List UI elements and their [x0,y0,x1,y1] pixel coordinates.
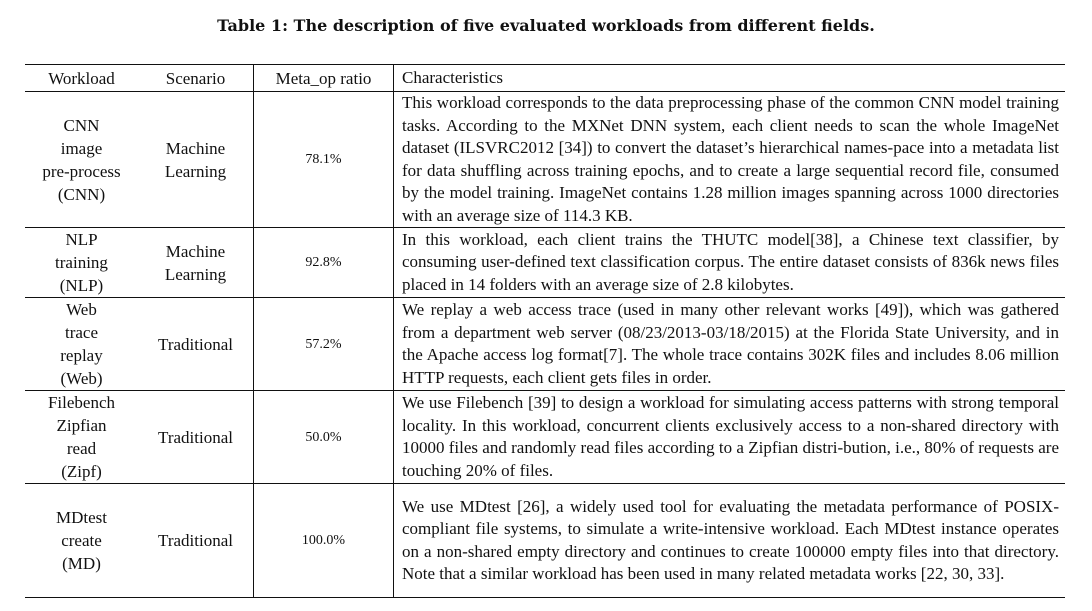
characteristics-cell: We replay a web access trace (used in many other relevant works [49]), which was gathered from a department web server (08/23/2013-03/18/2015) at the Florida State University, and in the Apache access log format[7]. The whole trace contains 302K files and includes 8.06 million HTTP requests, each client gets files in order. [394,298,1066,391]
characteristics-cell: We use MDtest [26], a widely used tool for evaluating the metadata performance of POSIX-compliant file systems, to simulate a write-intensive workload. Each MDtest instance operates on a non-shared empty directory and continues to create 100000 empty files into that directory. Note that a similar workload has been used in many related metadata works [22, 30, 33]. [394,484,1066,598]
table-row [25,92,1065,228]
table-row [25,391,1065,484]
ratio-cell: 50.0% [254,391,394,484]
workload-cell: Filebench Zipfian read (Zipf) [25,391,138,484]
table-row [25,228,1065,298]
ratio-cell: 92.8% [254,228,394,298]
table-row [25,484,1065,598]
workload-cell: NLP training (NLP) [25,228,138,298]
table-header-row [25,65,1065,92]
workload-cell: CNN image pre-process (CNN) [25,92,138,228]
scenario-cell: Machine Learning [138,228,254,298]
scenario-cell: Traditional [138,484,254,598]
table-row [25,298,1065,391]
ratio-cell: 57.2% [254,298,394,391]
header-scenario: Scenario [138,65,254,92]
ratio-cell: 100.0% [254,484,394,598]
workload-table [25,64,1065,598]
workload-cell: MDtest create (MD) [25,484,138,598]
ratio-cell: 78.1% [254,92,394,228]
characteristics-cell: We use Filebench [39] to design a workload for simulating access patterns with strong temporal locality. In this workload, concurrent clients exclusively access to a non-shared directory with 10000 files and randomly read files according to a Zipfian distri-bution, i.e., 80% of requests are touching 20% of files. [394,391,1066,484]
scenario-cell: Traditional [138,298,254,391]
header-meta-op-ratio: Meta_op ratio [254,65,394,92]
characteristics-cell: In this workload, each client trains the THUTC model[38], a Chinese text classifier, by consuming user-defined text classification corpus. The entire dataset consists of 836k news files placed in 14 folders with an average size of 2.8 kilobytes. [394,228,1066,298]
header-characteristics: Characteristics [394,65,1066,92]
scenario-cell: Machine Learning [138,92,254,228]
header-workload: Workload [25,65,138,92]
scenario-cell: Traditional [138,391,254,484]
workload-cell: Web trace replay (Web) [25,298,138,391]
table-caption: Table 1: The description of five evaluated workloads from different fields. [217,16,875,35]
characteristics-cell: This workload corresponds to the data preprocessing phase of the common CNN model training tasks. According to the MXNet DNN system, each client needs to scan the whole ImageNet dataset (ILSVRC2012 [34]) to convert the dataset’s hierarchical names-pace into a metadata list for data shuffling across training epochs, and to create a large sequential record file, consumed by the model training. ImageNet contains 1.28 million images spanning across 1000 directories with an average size of 114.3 KB. [394,92,1066,228]
